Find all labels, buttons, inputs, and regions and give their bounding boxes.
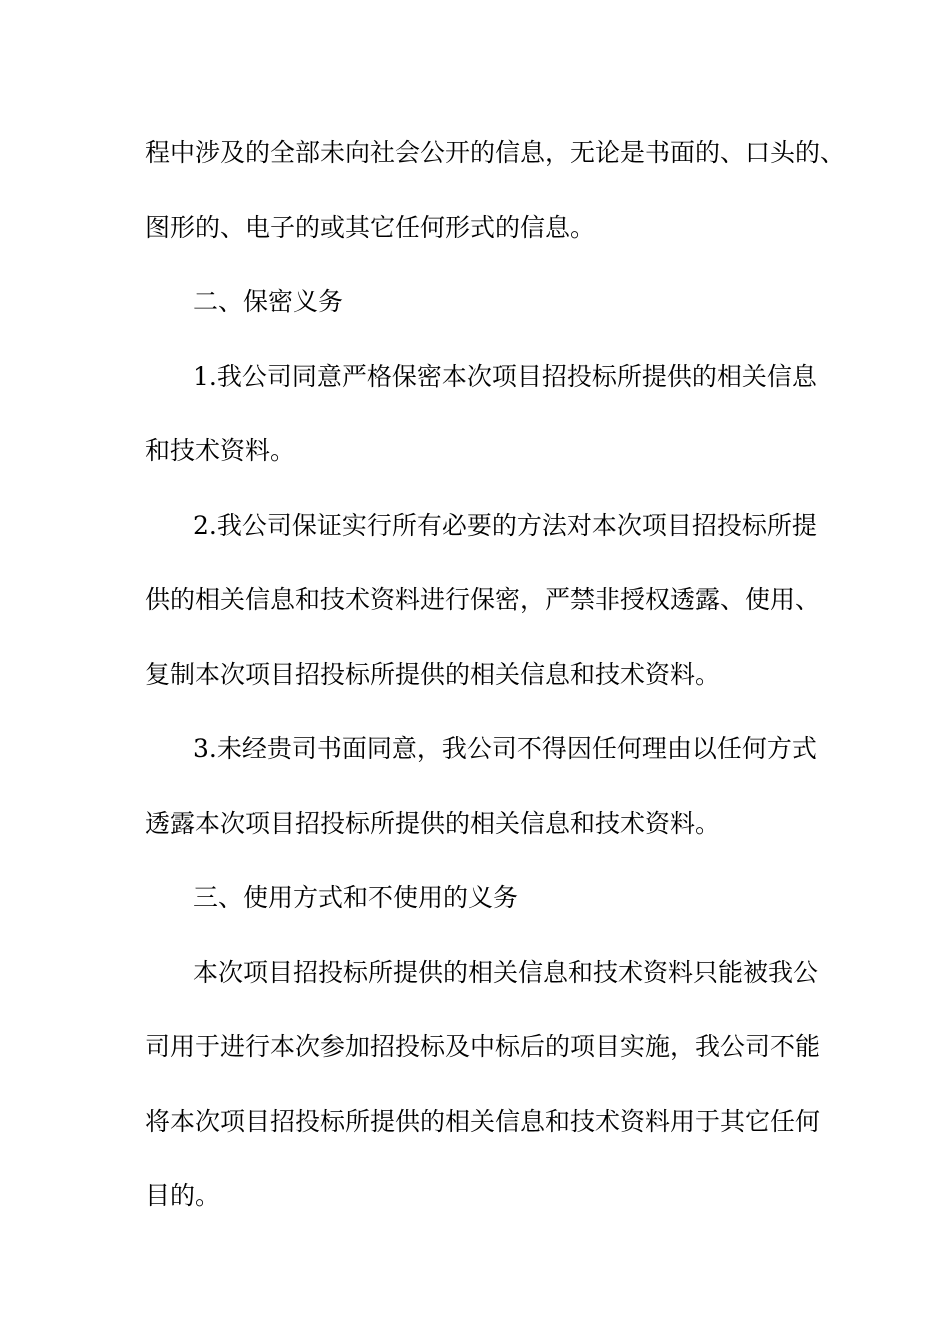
usage-paragraph-line-4: 目的。 [145,1181,221,1210]
clause-2-line-3: 复制本次项目招投标所提供的相关信息和技术资料。 [145,660,721,689]
paragraph-continuation-line-1: 程中涉及的全部未向社会公开的信息，无论是书面的、口头的、 [145,138,846,167]
section-heading-confidentiality-obligation: 二、保密义务 [193,287,344,316]
clause-3-line-1: 3.未经贵司书面同意，我公司不得因任何理由以任何方式 [193,734,817,763]
section-heading-usage-obligation: 三、使用方式和不使用的义务 [193,883,519,912]
clause-3-line-2: 透露本次项目招投标所提供的相关信息和技术资料。 [145,809,721,838]
clause-1-line-1: 1.我公司同意严格保密本次项目招投标所提供的相关信息 [193,362,817,391]
usage-paragraph-line-1: 本次项目招投标所提供的相关信息和技术资料只能被我公 [193,958,819,987]
paragraph-continuation-line-2: 图形的、电子的或其它任何形式的信息。 [145,213,596,242]
usage-paragraph-line-3: 将本次项目招投标所提供的相关信息和技术资料用于其它任何 [145,1107,821,1136]
clause-1-line-2: 和技术资料。 [145,436,296,465]
usage-paragraph-line-2: 司用于进行本次参加招投标及中标后的项目实施，我公司不能 [145,1032,821,1061]
clause-2-line-1: 2.我公司保证实行所有必要的方法对本次项目招投标所提 [193,511,817,540]
clause-2-line-2: 供的相关信息和技术资料进行保密，严禁非授权透露、使用、 [145,585,821,614]
